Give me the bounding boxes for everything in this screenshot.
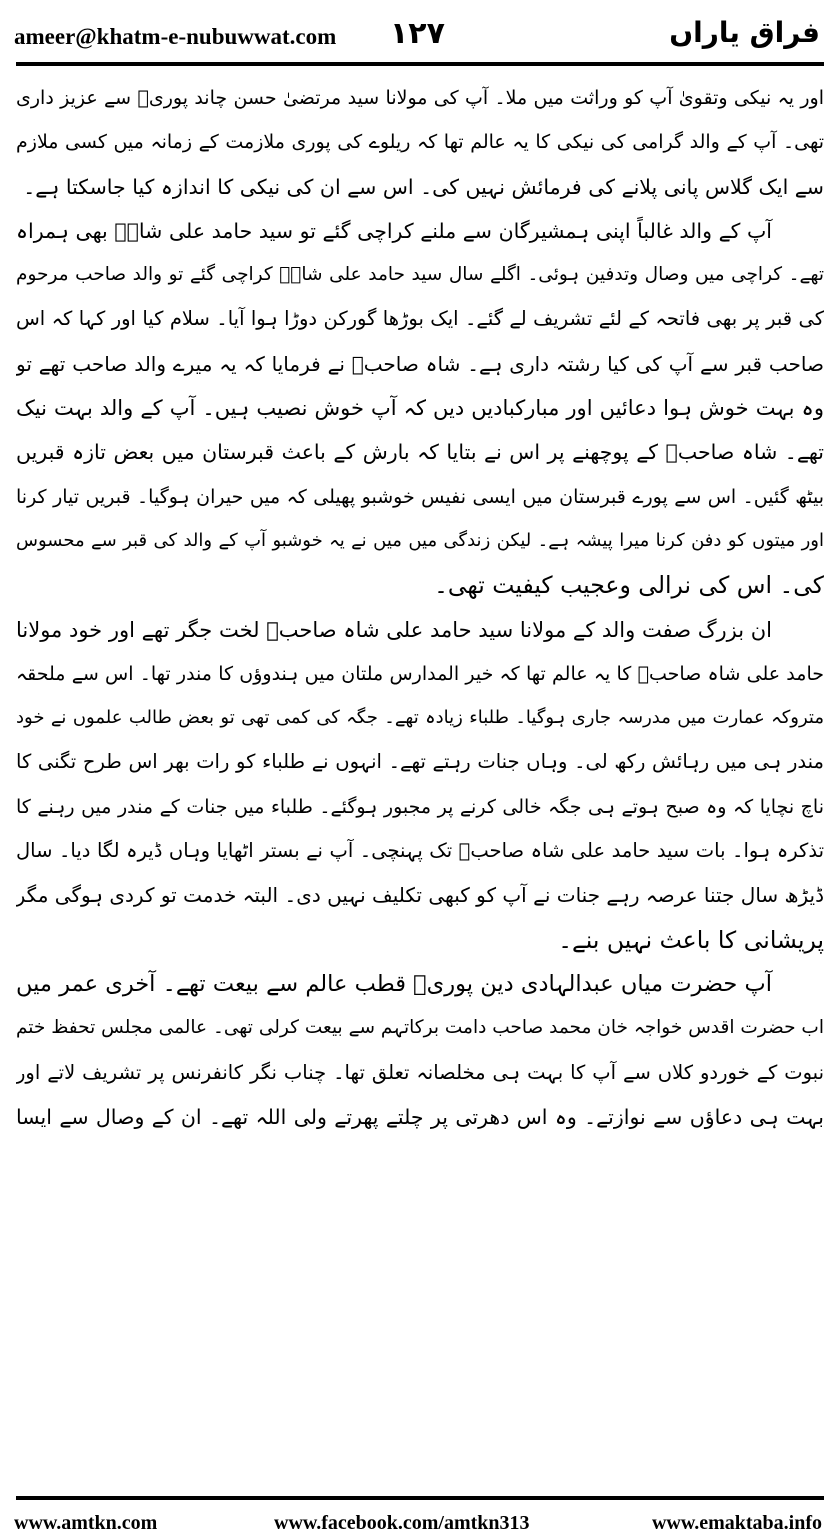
footer-rule [16, 1496, 824, 1500]
text-line: تذکرہ ہوا۔ بات سید حامد علی شاہ صاحبؒ تک پہنچی۔ آپ نے بستر اٹھایا وہاں ڈیرہ لگا دیا۔ سال [16, 839, 824, 863]
text-line: مندر ہی میں رہائش رکھ لی۔ وہاں جنات رہتے تھے۔ انہوں نے طلباء کو رات بھر اس طرح تگنی کا [16, 750, 824, 774]
text-line: تھے۔ شاہ صاحبؒ کے پوچھنے پر اس نے بتایا کہ بارش کے باعث قبرستان میں بعض تازہ قبریں [16, 440, 824, 465]
page-footer [0, 1508, 840, 1540]
text-line: اور یہ نیکی وتقویٰ آپ کو وراثت میں ملا۔ آپ کی مولانا سید مرتضیٰ حسن چاند پوریؒ سے عزیز داری [16, 87, 824, 109]
footer-link-emaktaba[interactable]: www.emaktaba.info [651, 1512, 822, 1534]
text-line: پریشانی کا باعث نہیں بنے۔ [558, 925, 824, 954]
header-rule [16, 62, 824, 66]
text-line: کی۔ اس کی نرالی وعجیب کیفیت تھی۔ [434, 571, 824, 600]
book-title: فراق یاراں [669, 16, 820, 49]
page-body [16, 76, 824, 1139]
page-number: ۱۲۷ [390, 16, 445, 51]
text-line: ڈیڑھ سال جتنا عرصہ رہے جنات نے آپ کو کبھی تکلیف نہیں دی۔ البتہ خدمت تو کردی ہوگی مگر [16, 883, 824, 908]
text-line: صاحب قبر سے آپ کی کیا رشتہ داری ہے۔ شاہ صاحبؒ نے فرمایا کہ یہ میرے والد صاحب تھے تو [16, 351, 824, 376]
header-email: ameer@khatm-e-nubuwwat.com [14, 24, 337, 49]
text-line: ان بزرگ صفت والد کے مولانا سید حامد علی شاہ صاحبؒ لخت جگر تھے اور خود مولانا [16, 617, 772, 642]
text-line: کی قبر پر بھی فاتحہ کے لئے تشریف لے گئے۔ ایک بوڑھا گورکن دوڑا ہوا آیا۔ سلام کیا اور کہا کہ اس [16, 307, 824, 331]
text-line: نبوت کے خوردو کلاں سے آپ کا بہت ہی مخلصانہ تعلق تھا۔ چناب نگر کانفرنس پر تشریف لاتے اور [16, 1060, 824, 1084]
text-line: بہت ہی دعاؤں سے نوازتے۔ وہ اس دھرتی پر چلتے پھرتے ولی اللہ تھے۔ ان کے وصال سے ایسا [16, 1104, 824, 1129]
text-line: ناچ نچایا کہ وہ صبح ہوتے ہی جگہ خالی کرنے پر مجبور ہوگئے۔ طلباء میں جنات کے مندر میں رہنے کا [16, 795, 824, 818]
text-line: متروکہ عمارت میں مدرسہ جاری ہوگیا۔ طلباء زیادہ تھے۔ جگہ کی کمی تھی تو بعض طالب علموں نے خود [16, 707, 824, 729]
footer-link-facebook[interactable]: www.facebook.com/amtkn313 [274, 1512, 530, 1534]
text-line: آپ کے والد غالباً اپنی ہمشیرگان سے ملنے کراچی گئے تو سید حامد علی شاہؒ بھی ہمراہ [16, 218, 772, 243]
footer-link-amtkn[interactable]: www.amtkn.com [14, 1512, 158, 1534]
text-line: اب حضرت اقدس خواجہ خان محمد صاحب دامت برکاتہم سے بیعت کرلی تھی۔ عالمی مجلس تحفظ ختم [16, 1017, 824, 1039]
text-line: تھے۔ کراچی میں وصال وتدفین ہوئی۔ اگلے سال سید حامد علی شاہؒ کراچی گئے تو والد صاحب مرحوم [16, 264, 824, 286]
text-line: اور میتوں کو دفن کرنا میرا پیشہ ہے۔ لیکن زندگی میں میں نے یہ خوشبو آپ کے والد کی قبر سے محسوس [16, 529, 824, 551]
text-line: بیٹھ گئیں۔ اس سے پورے قبرستان میں ایسی نفیس خوشبو پھیلی کہ میں حیران ہوگیا۔ قبریں تیار کرنا [16, 485, 824, 508]
text-line: سے ایک گلاس پانی پلانے کی فرمائش نہیں کی۔ اس سے ان کی نیکی کا اندازہ کیا جاسکتا ہے۔ [23, 174, 824, 199]
text-line: حامد علی شاہ صاحبؒ کا یہ عالم تھا کہ خیر المدارس ملتان میں ہندوؤں کا مندر تھا۔ اس سے ملحقہ [16, 662, 824, 685]
text-line: آپ حضرت میاں عبدالہادی دین پوریؒ قطب عالم سے بیعت تھے۔ آخری عمر میں [16, 970, 772, 997]
text-line: وہ بہت خوش ہوا دعائیں اور مبارکبادیں دیں کہ آپ خوش نصیب ہیں۔ آپ کے والد بہت نیک [16, 396, 824, 421]
page-header [0, 0, 840, 70]
text-line: تھی۔ آپ کے والد گرامی کی نیکی کا یہ عالم تھا کہ ریلوے کی پوری ملازمت کے زمانہ میں کسی ملازم [16, 131, 824, 154]
